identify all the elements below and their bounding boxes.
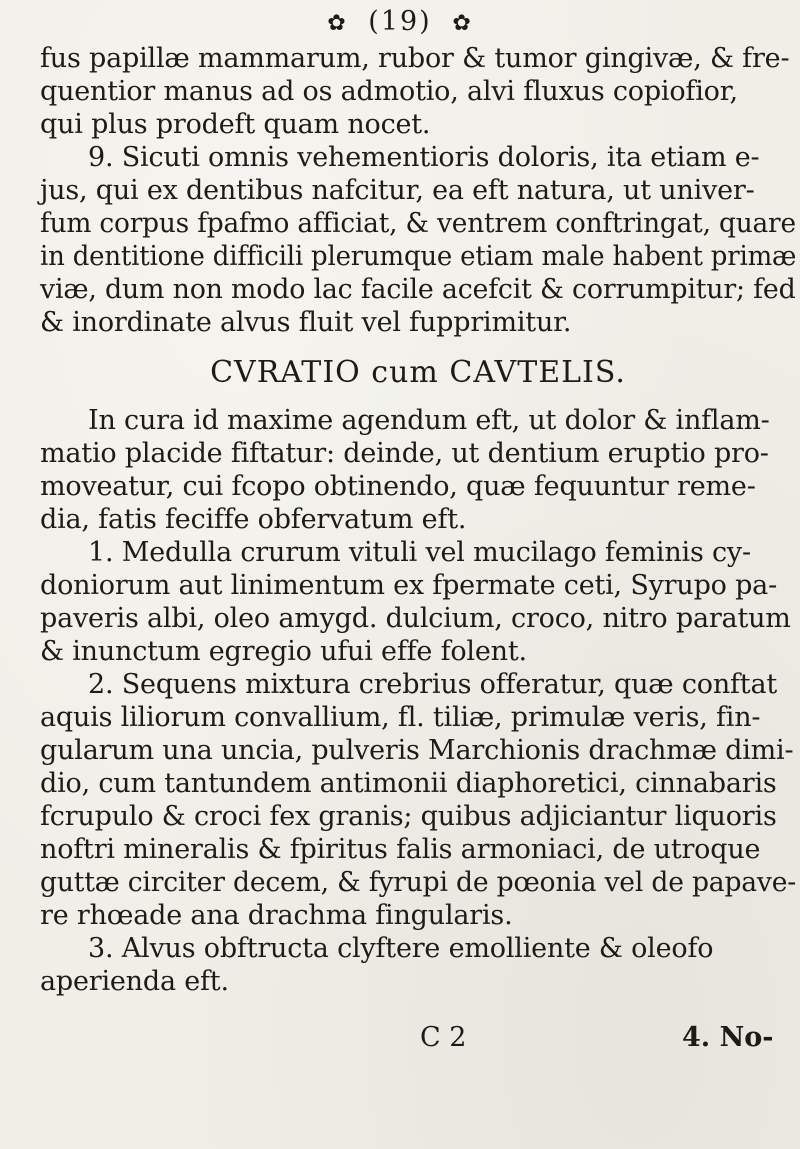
text-line: guttæ circiter decem, & fyrupi de pœonia vel de papave- xyxy=(40,867,797,898)
text-line: matio placide fiftatur: deinde, ut dentium eruptio pro- xyxy=(40,438,769,469)
text-line: quentior manus ad os admotio, alvi fluxus copiofior, xyxy=(40,76,738,107)
text-line: fus papillæ mammarum, rubor & tumor gingivæ, & fre- xyxy=(40,43,790,74)
text-line: doniorum aut linimentum ex fpermate ceti, Syrupo pa- xyxy=(40,570,777,601)
text-line: 9. Sicuti omnis vehementioris doloris, ita etiam e- xyxy=(88,142,760,173)
text-line: aperienda eft. xyxy=(40,966,229,997)
text-line: jus, qui ex dentibus nafcitur, ea eft natura, ut univer- xyxy=(40,175,755,206)
text-line: & inunctum egregio ufui effe folent. xyxy=(40,636,527,667)
text-line: & inordinate alvus fluit vel fupprimitur. xyxy=(40,307,572,338)
flower-ornament-icon: ✿ xyxy=(327,11,348,36)
flower-ornament-icon: ✿ xyxy=(452,11,473,36)
text-line: 2. Sequens mixtura crebrius offeratur, quæ conftat xyxy=(88,669,778,700)
text-line: noftri mineralis & fpiritus falis armoniaci, de utroque xyxy=(40,834,761,865)
text-line: re rhœade ana drachma fingularis. xyxy=(40,900,513,931)
text-line: aquis liliorum convallium, fl. tiliæ, primulæ veris, fin- xyxy=(40,702,761,733)
text-line: moveatur, cui fcopo obtinendo, quæ fequuntur reme- xyxy=(40,471,756,502)
text-line: In cura id maxime agendum eft, ut dolor & inflam- xyxy=(88,405,770,436)
page-number: (19) xyxy=(368,6,432,37)
signature-mark: C 2 xyxy=(420,1022,467,1053)
text-line: dia, fatis feciffe obfervatum eft. xyxy=(40,504,467,535)
text-line: paveris albi, oleo amygd. dulcium, croco, nitro paratum xyxy=(40,603,791,634)
text-line: in dentitione difficili plerumque etiam male habent primæ xyxy=(40,241,797,272)
page-header xyxy=(0,6,800,37)
text-line: 3. Alvus obftructa clyftere emolliente & oleofo xyxy=(88,933,714,964)
text-line: fum corpus fpafmo afficiat, & ventrem conftringat, quare xyxy=(40,208,796,239)
text-line: dio, cum tantundem antimonii diaphoretici, cinnabaris xyxy=(40,768,777,799)
text-line: viæ, dum non modo lac facile acefcit & corrumpitur; fed xyxy=(40,274,796,305)
text-line: qui plus prodeft quam nocet. xyxy=(40,109,431,140)
text-line: gularum una uncia, pulveris Marchionis drachmæ dimi- xyxy=(40,735,794,766)
text-line: fcrupulo & croci fex granis; quibus adjiciantur liquoris xyxy=(40,801,777,832)
section-heading: CVRATIO cum CAVTELIS. xyxy=(210,355,626,390)
catchword: 4. No- xyxy=(682,1022,774,1053)
text-line: 1. Medulla crurum vituli vel mucilago feminis cy- xyxy=(88,537,751,568)
